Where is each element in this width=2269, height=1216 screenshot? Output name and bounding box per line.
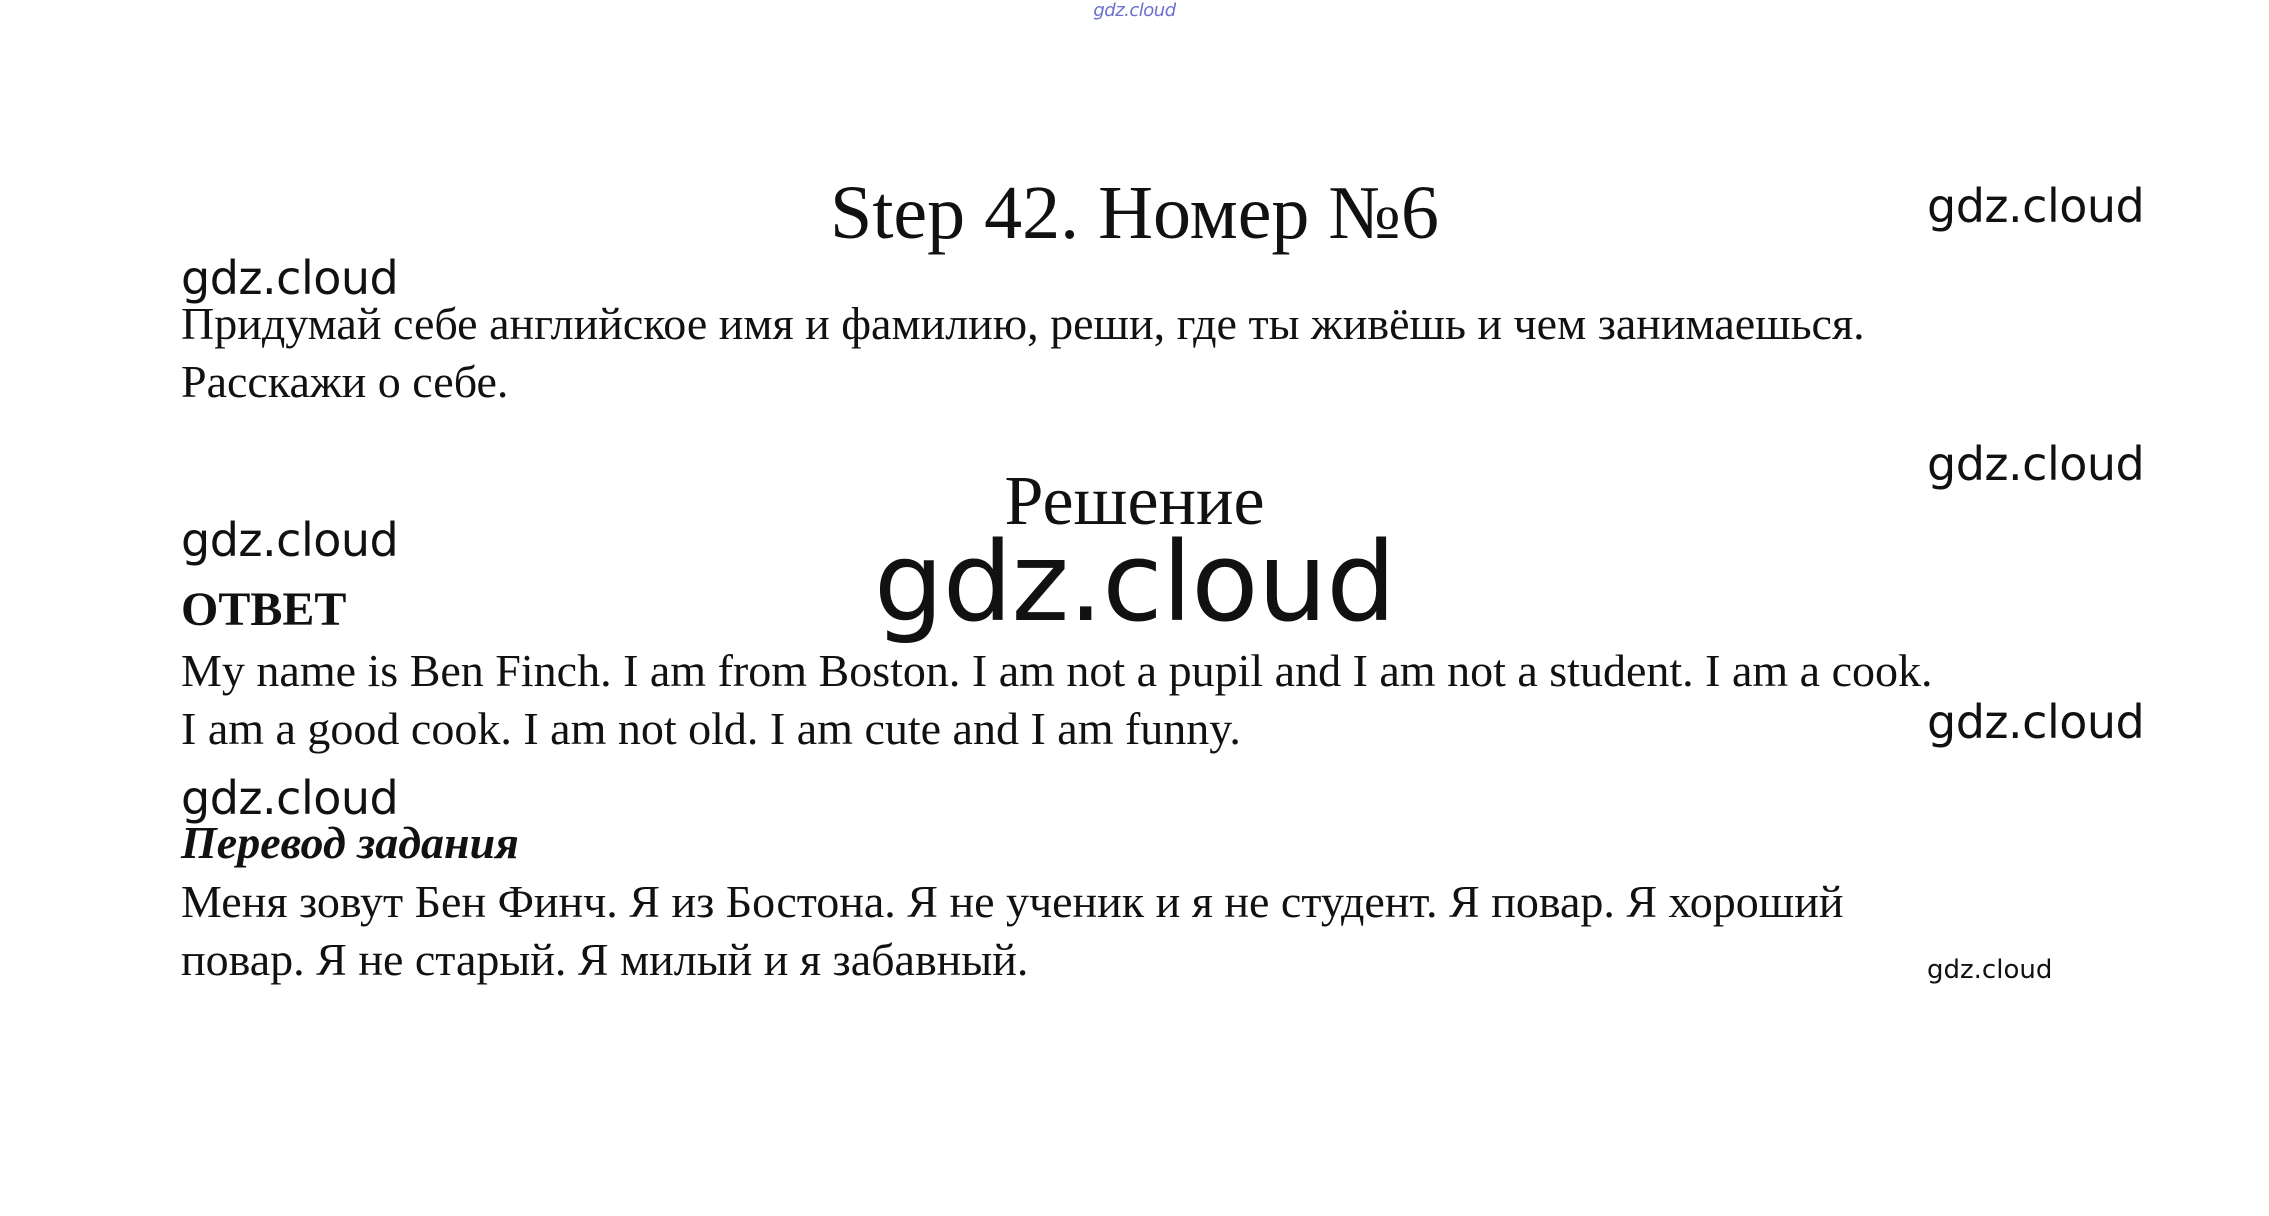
watermark-text: gdz.cloud <box>1927 179 2145 233</box>
translation-label: Перевод задания <box>181 817 519 868</box>
watermark-large: gdz.cloud <box>873 518 1396 646</box>
answer-label: ОТВЕТ <box>181 583 347 636</box>
watermark-text: gdz.cloud <box>1927 437 2145 491</box>
translation-line: Меня зовут Бен Финч. Я из Бостона. Я не ученик и я не студент. Я повар. Я хороший <box>181 876 1844 927</box>
watermark-text: gdz.cloud <box>181 513 399 567</box>
answer-line: My name is Ben Finch. I am from Boston. I am not a pupil and I am not a student. I am a cook. <box>181 645 1933 696</box>
answer-line: I am a good cook. I am not old. I am cute and I am funny. <box>181 703 1241 754</box>
watermark-text: gdz.cloud <box>181 771 399 825</box>
solution-heading: Решение <box>1004 463 1265 540</box>
task-line: Придумай себе английское имя и фамилию, реши, где ты живёшь и чем занимаешься. <box>181 298 1865 349</box>
translation-line: повар. Я не старый. Я милый и я забавный. <box>181 934 1029 985</box>
top-watermark: gdz.cloud <box>1093 0 1176 21</box>
watermark-text: gdz.cloud <box>1927 955 2053 985</box>
watermark-text: gdz.cloud <box>1927 695 2145 749</box>
watermark-text: gdz.cloud <box>181 251 399 305</box>
task-line: Расскажи о себе. <box>181 356 509 407</box>
page-title: Step 42. Номер №6 <box>830 171 1439 255</box>
